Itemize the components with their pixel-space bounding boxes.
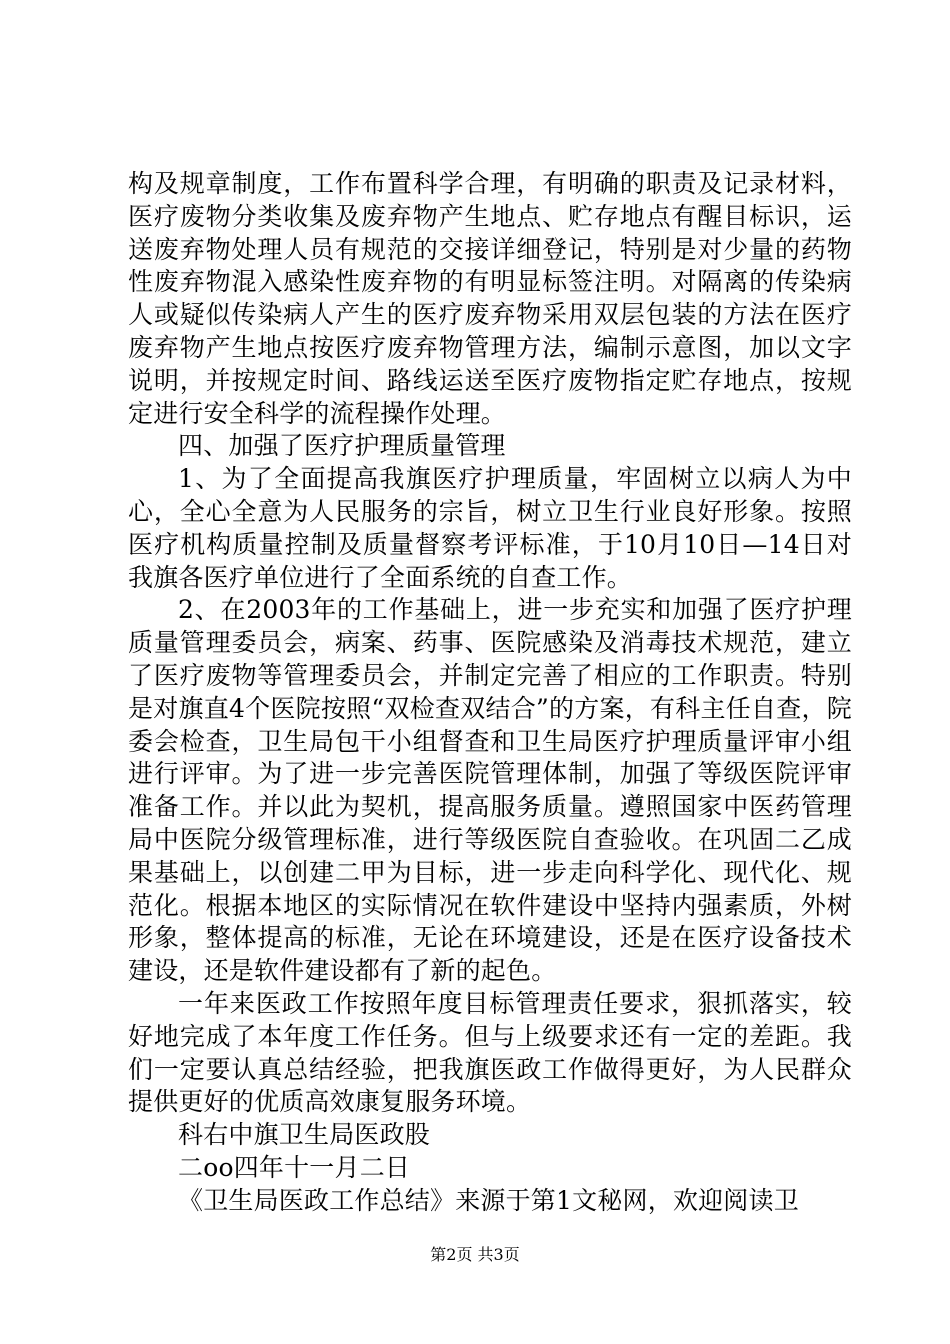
paragraph-summary: 一年来医政工作按照年度目标管理责任要求，狠抓落实，较好地完成了本年度工作任务。但与上级要求还有一定的差距。我们一定要认真总结经验，把我旗医政工作做得更好，为人民群众提供更好的优质高效康复服务环境。 xyxy=(128,988,852,1117)
page-footer: 第2页 共3页 xyxy=(430,1245,520,1264)
section-heading-nursing-quality: 四、加强了医疗护理质量管理 xyxy=(178,431,506,461)
signature-date: 二oo四年十一月二日 xyxy=(178,1152,411,1182)
source-note: 《卫生局医政工作总结》来源于第1文秘网，欢迎阅读卫 xyxy=(178,1185,799,1215)
document-body xyxy=(128,168,852,1218)
paragraph-item-1: 1、为了全面提高我旗医疗护理质量，牢固树立以病人为中心，全心全意为人民服务的宗旨，树立卫生行业良好形象。按照医疗机构质量控制及质量督察考评标准，于10月10日—14日对我旗各医疗单位进行了全面系统的自查工作。 xyxy=(128,464,852,592)
paragraph-waste-management: 构及规章制度，工作布置科学合理，有明确的职责及记录材料，医疗废物分类收集及废弃物产生地点、贮存地点有醒目标识，运送废弃物处理人员有规范的交接详细登记，特别是对少量的药物性废弃物混入感染性废弃物的有明显标签注明。对隔离的传染病人或疑似传染病人产生的医疗废弃物采用双层包装的方法在医疗废弃物产生地点按医疗废弃物管理方法，编制示意图，加以文字说明，并按规定时间、路线运送至医疗废物指定贮存地点，按规定进行安全科学的流程操作处理。 xyxy=(128,169,852,428)
paragraph-item-2: 2、在2003年的工作基础上，进一步充实和加强了医疗护理质量管理委员会，病案、药事、医院感染及消毒技术规范，建立了医疗废物等管理委员会，并制定完善了相应的工作职责。特别是对旗直4个医院按照“双检查双结合”的方案，有科主任自查，院委会检查，卫生局包干小组督查和卫生局医疗护理质量评审小组进行评审。为了进一步完善医院管理体制，加强了等级医院评审准备工作。并以此为契机，提高服务质量。遵照国家中医药管理局中医院分级管理标准，进行等级医院自查验收。在巩固二乙成果基础上，以创建二甲为目标，进一步走向科学化、现代化、规范化。根据本地区的实际情况在软件建设中坚持内强素质，外树形象，整体提高的标准，无论在环境建设，还是在医疗设备技术建设，还是软件建设都有了新的起色。 xyxy=(128,595,852,986)
signature-org: 科右中旗卫生局医政股 xyxy=(178,1120,431,1150)
